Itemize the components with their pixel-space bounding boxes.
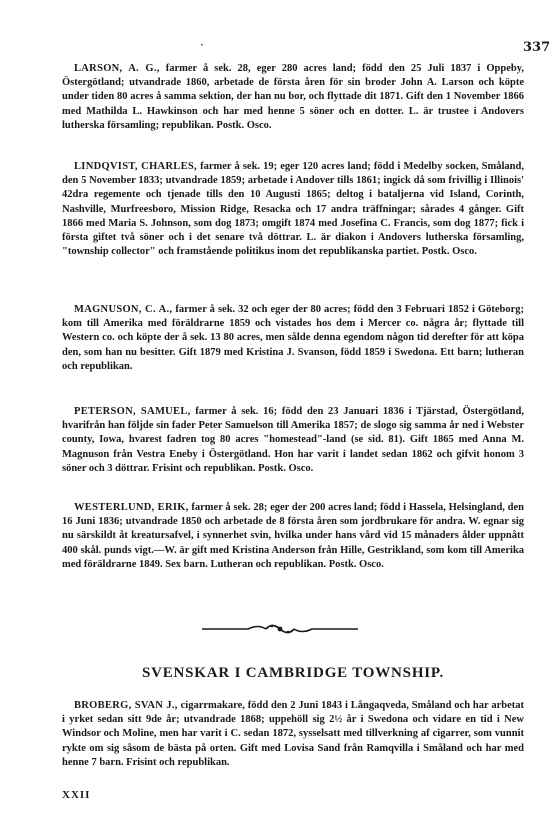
entry-text: farmer å sek. 28, eger 280 acres land; född den 25 Juli 1837 i Oppeby, Östergötland; utvandrade 1860, arbetade de första åren för sin broder John A. Larson och köpte under tiden 80 acres å samma sektion, der han nu bor, och flyttade dit 1871. Gift den 1 November 1866 med Mathilda L. Hawkinson och har med henne 5 söner och en dotter. L. är trustee i Andovers lutherska församling; republikan. Postk. Osco. <box>62 63 524 131</box>
entry-name: WESTERLUND, ERIK, <box>74 502 189 513</box>
entry-name: LINDQVIST, CHARLES, <box>74 161 197 172</box>
entry-text: farmer å sek. 32 och eger der 80 acres; född den 3 Februari 1852 i Göteborg; kom till Amerika med föräldrarne 1859 och vistades hos dem i Mercer co. några år; flyttade till Western co. och köpte der å sek. 13 80 acres, men sålde denna egendom någon tid derefter för att köpa den, som han nu besitter. Gift 1879 med Kristina J. Svanson, född 1859 i Swedona. Ett barn; lutheran och republikan. <box>62 304 524 372</box>
entry-westerlund <box>62 501 524 572</box>
page-marker: · <box>200 38 204 52</box>
page-number: 337 <box>523 40 551 55</box>
entry-broberg <box>62 699 524 770</box>
entry-text: farmer å sek. 28; eger der 200 acres land; född i Hassela, Helsingland, den 16 Juni 1836; utvandrade 1850 och arbetade de 8 första åren som jordbrukare för andra. W. egnar sig nu särskildt åt kreatursafvel, i synnerhet svin, hvilka under hans vård vid 15 månaders ålder uppnått 400 skål. punds vigt.—W. är gift med Kristina Anderson från Hille, Gestrikland, som kom till Amerika med föräldrarne 1849. Sex barn. Lutheran och republikan. Postk. Osco. <box>62 502 525 570</box>
entry-name: MAGNUSON, C. A., <box>74 304 173 315</box>
signature-mark: XXII <box>62 789 91 801</box>
entry-name: PETERSON, SAMUEL, <box>74 406 191 417</box>
entry-larson <box>62 62 524 133</box>
entry-lindqvist <box>62 160 524 259</box>
entry-text: farmer å sek. 19; eger 120 acres land; född i Medelby socken, Småland, den 5 November 1833; utvandrade 1859; arbetade i Andover tills 1861; ingick då som frivillig i Illinois' 42dra regemente och tjenade tills den 10 Augusti 1865; deltog i bataljerna vid Island, Corinth, Nashville, Murfreesboro, Mission Ridge, Resacka och 17 andra träffningar; sårades 4 gånger. Gift 1866 med Maria S. Johnson, som dog 1873; omgift 1874 med Josefina C. Francis, som dog 1877; fick i första giftet två söner och i det senare två döttrar. L. är diakon i Andovers lutherska församling, "township collector" och framstående politikus inom det republikanska partiet. Postk. Osco. <box>62 161 524 258</box>
entry-text: cigarrmakare, född den 2 Juni 1843 i Långaqveda, Småland och har arbetat i yrket sedan sitt 9de år; utvandrade 1868; uppehöll sig 2½ år i Swedona och vidare en tid i New Windsor och Moline, men har varit i C. sedan 1872, sysselsatt med tillverkning af cigarrer, som vunnit rykte om sig såsom de bästa på orten. Gift med Lovisa Sand från Ramqvilla i Småland och har med henne 7 barn. Frisint och republikan. <box>62 700 524 768</box>
section-heading: SVENSKAR I CAMBRIDGE TOWNSHIP. <box>141 665 445 681</box>
ornament-divider <box>200 620 360 638</box>
entry-magnuson <box>62 303 524 374</box>
entry-text: farmer å sek. 16; född den 23 Januari 1836 i Tjärstad, Östergötland, hvarifrån han följde sin fader Peter Samuelson till Amerika 1857; de slogo sig samma år ned i Webster county, Iowa, hvarest fadren tog 80 acres "homestead"-land (se sid. 81). Gift 1865 med Anna M. Magnuson från Vestra Eneby i Östergötland. Hon har varit i landet sedan 1862 och gifvit honom 3 söner och 3 döttrar. Frisint och republikan. Postk. Osco. <box>62 406 524 474</box>
entry-peterson <box>62 405 524 476</box>
entry-name: BROBERG, SVAN J., <box>74 700 178 711</box>
entry-name: LARSON, A. G., <box>74 63 160 74</box>
